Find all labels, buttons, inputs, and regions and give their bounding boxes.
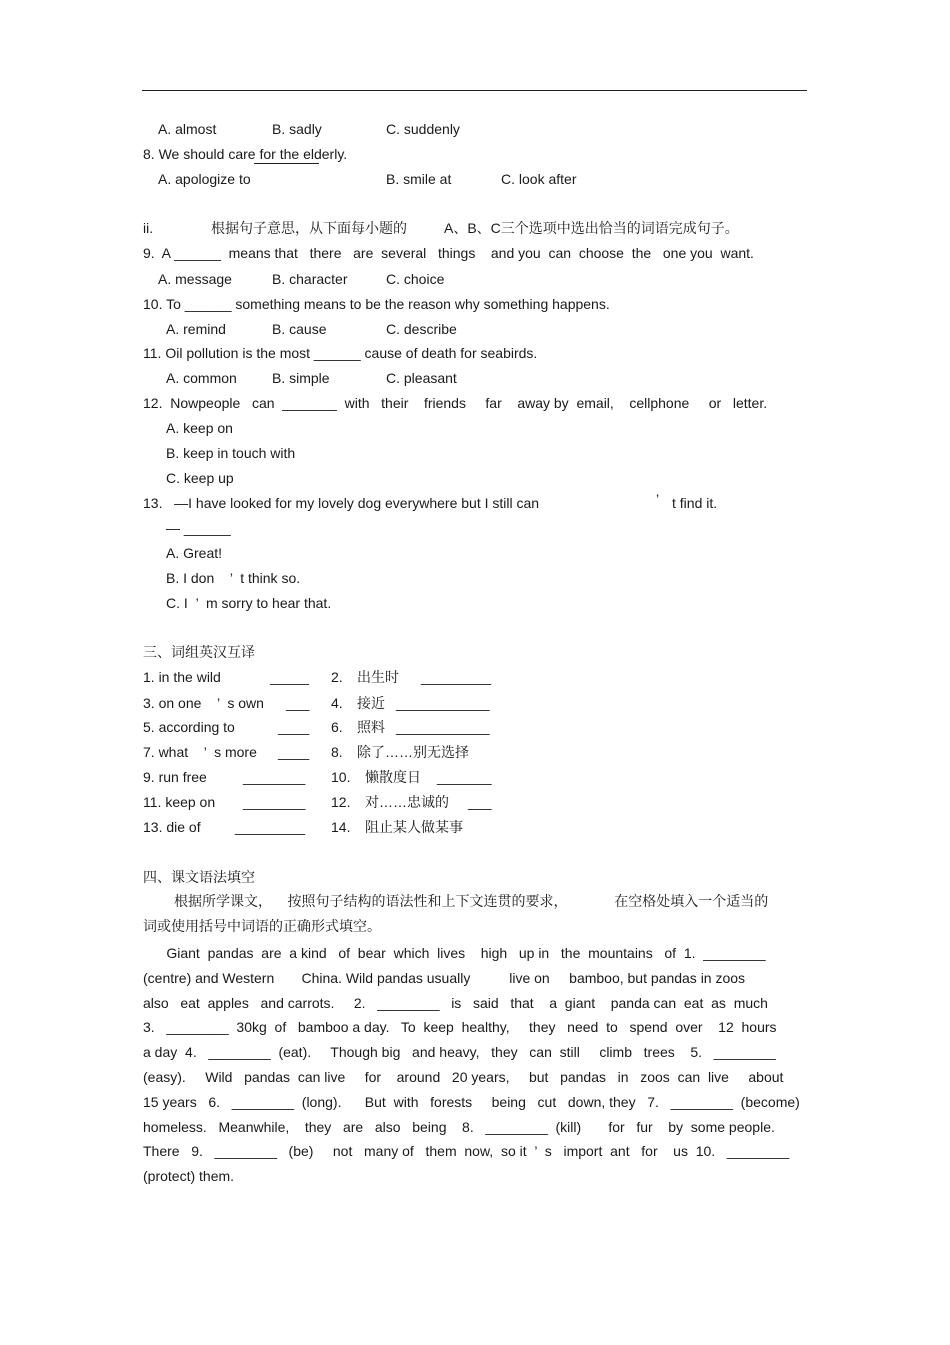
passage-line: (centre) and Western China. Wild pandas usually live on bamboo, but pandas in zoos	[143, 970, 746, 986]
phrase-8-num: 8.	[331, 744, 343, 760]
q13-option-b	[166, 569, 300, 587]
q13-option-b-post: t think so.	[240, 570, 301, 586]
passage-line: (easy). Wild pandas can live for around 20 years, but pandas in zoos can live about	[143, 1069, 784, 1085]
q9-option-a: A. message	[158, 271, 232, 287]
phrase-11: 11. keep on	[143, 794, 216, 810]
phrase-10: 懒散度日	[365, 769, 421, 785]
phrase-7-text: 7. what	[143, 744, 189, 760]
phrase-7-blank: ____	[278, 744, 310, 760]
phrase-12-blank: ___	[468, 794, 492, 810]
phrase-11-blank: ________	[243, 794, 306, 810]
phrase-6-blank: ____________	[396, 719, 490, 735]
q13-option-a: A. Great!	[166, 545, 223, 561]
header-rule	[142, 90, 807, 91]
q8-question	[143, 145, 347, 163]
phrase-7	[143, 743, 257, 761]
q7-option-b: B. sadly	[272, 121, 322, 137]
phrase-2-num: 2.	[331, 669, 343, 685]
q12-option-c: C. keep up	[166, 470, 234, 486]
phrase-9: 9. run free	[143, 769, 207, 785]
q13-question: 13. —I have looked for my lovely dog everywhere but I still can	[143, 495, 540, 511]
section-4-title: 四、课文语法填空	[143, 869, 255, 885]
phrase-4: 接近	[357, 695, 385, 711]
phrase-3-blank: ___	[286, 695, 310, 711]
phrase-12-num: 12.	[331, 794, 351, 810]
q9-question: 9. A ______ means that there are several things and you can choose the one you want.	[143, 245, 754, 261]
q13-apostrophe: ’	[656, 491, 660, 507]
phrase-3-text2: s own	[227, 695, 264, 711]
phrase-3-text: 3. on one	[143, 695, 202, 711]
phrase-1: 1. in the wild	[143, 669, 221, 685]
q13-option-c-pre: C. I	[166, 595, 188, 611]
q9-option-c: C. choice	[386, 271, 445, 287]
q10-question: 10. To ______ something means to be the reason why something happens.	[143, 296, 610, 312]
q7-option-c: C. suddenly	[386, 121, 460, 137]
phrase-6-num: 6.	[331, 719, 343, 735]
passage-line: (protect) them.	[143, 1168, 235, 1184]
q12-question: 12. Nowpeople can _______ with their friends far away by email, cellphone or letter.	[143, 395, 768, 411]
q12-option-a: A. keep on	[166, 420, 233, 436]
passage-line: a day 4. ________ (eat). Though big and heavy, they can still climb trees 5. ________	[143, 1044, 776, 1060]
passage-line: also eat apples and carrots. 2. ________ is said that a giant panda can eat as much	[143, 995, 768, 1011]
passage-line: There 9. ________ (be) not many of them now, so it ’ s import ant for us 10. ________	[143, 1143, 790, 1159]
q8-text-pre: 8. We should care	[143, 146, 260, 162]
q13-option-c	[166, 594, 331, 612]
passage-line: homeless. Meanwhile, they are also being 8. ________ (kill) for fur by some people.	[143, 1119, 775, 1135]
q13-option-c-post: m sorry to hear that.	[205, 595, 332, 611]
phrase-13: 13. die of	[143, 819, 201, 835]
q11-option-a: A. common	[166, 370, 237, 386]
q13-option-c-apos: ’	[195, 595, 199, 611]
section-ii-instruction: 根据句子意思，从下面每小题的	[211, 220, 407, 236]
q13-question-tail: t find it.	[672, 495, 718, 511]
phrase-4-num: 4.	[331, 695, 343, 711]
phrase-12: 对……忠诚的	[365, 794, 449, 810]
section-ii-choices: A、B、C三个选项中选出恰当的词语完成句子。	[444, 220, 739, 236]
phrase-3	[143, 694, 264, 712]
q11-option-c: C. pleasant	[386, 370, 457, 386]
q11-option-b: B. simple	[272, 370, 330, 386]
q13-option-b-apos: ’	[229, 570, 233, 586]
phrase-5-blank: ____	[278, 719, 310, 735]
phrase-2-blank: _________	[421, 669, 492, 685]
q9-option-b: B. character	[272, 271, 348, 287]
q8-text-post: elderly.	[299, 146, 348, 162]
phrase-3-apos: ’	[216, 695, 220, 711]
q13-reply: — ______	[166, 520, 231, 536]
q8-option-c: C. look after	[501, 171, 577, 187]
q7-option-a: A. almost	[158, 121, 217, 137]
q10-option-a: A. remind	[166, 321, 226, 337]
q8-option-a: A. apologize to	[158, 171, 251, 187]
q13-option-b-pre: B. I don	[166, 570, 215, 586]
section-3-title: 三、词组英汉互译	[143, 644, 255, 660]
phrase-13-blank: _________	[235, 819, 306, 835]
passage-line: 15 years 6. ________ (long). But with forests being cut down, they 7. ________ (become)	[143, 1094, 800, 1110]
phrase-9-blank: ________	[243, 769, 306, 785]
q10-option-b: B. cause	[272, 321, 327, 337]
phrase-8: 除了……别无选择	[357, 744, 469, 760]
phrase-5: 5. according to	[143, 719, 235, 735]
q8-underline	[254, 163, 319, 164]
phrase-6: 照料	[357, 719, 385, 735]
phrase-14: 阻止某人做某事	[365, 819, 463, 835]
q12-option-b: B. keep in touch with	[166, 445, 296, 461]
phrase-14-num: 14.	[331, 819, 351, 835]
section-4-instruction-2: 词或使用括号中词语的正确形式填空。	[143, 918, 381, 934]
phrase-10-num: 10.	[331, 769, 351, 785]
q8-option-b: B. smile at	[386, 171, 452, 187]
section-ii-label: ii.	[143, 220, 154, 236]
passage-line: Giant pandas are a kind of bear which lives high up in the mountains of 1. ________	[143, 945, 766, 961]
passage-line: 3. ________ 30kg of bamboo a day. To keep healthy, they need to spend over 12 hours	[143, 1019, 777, 1035]
phrase-2: 出生时	[357, 669, 399, 685]
phrase-1-blank: _____	[270, 669, 309, 685]
q10-option-c: C. describe	[386, 321, 457, 337]
section-4-instruction-1: 根据所学课文， 按照句子结构的语法性和上下文连贯的要求， 在空格处填入一个适当的	[174, 893, 769, 909]
phrase-10-blank: _______	[437, 769, 492, 785]
phrase-4-blank: ____________	[396, 695, 490, 711]
q11-question: 11. Oil pollution is the most ______ cause of death for seabirds.	[143, 345, 538, 361]
q8-underlined: for the	[259, 146, 300, 162]
phrase-7-text2: s more	[214, 744, 257, 760]
phrase-7-apos: ’	[203, 744, 207, 760]
